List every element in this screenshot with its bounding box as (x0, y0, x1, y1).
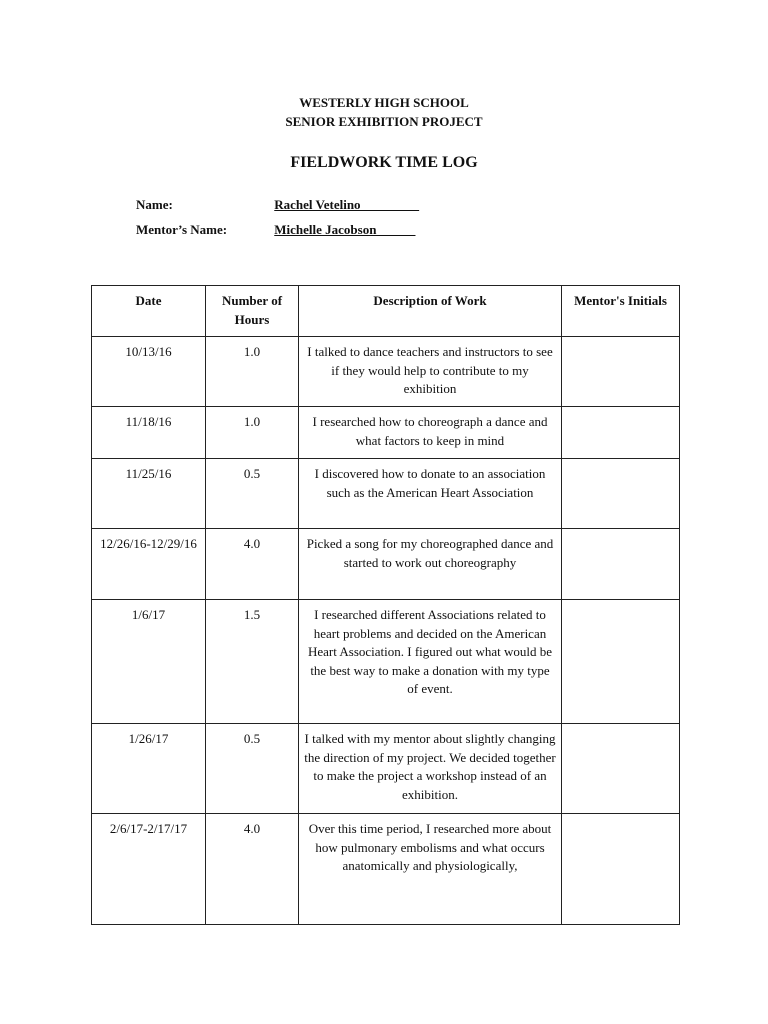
hours-cell: 1.5 (206, 600, 299, 724)
date-cell: 11/18/16 (92, 407, 206, 459)
description-cell: I talked to dance teachers and instructors to see if they would help to contribute to my exhibition (299, 337, 562, 407)
student-name-value: Rachel Vetelino_________ (274, 197, 420, 212)
column-header-initials: Mentor's Initials (562, 286, 680, 337)
table-row (92, 814, 680, 925)
table-header-row (92, 286, 680, 337)
description-cell: I discovered how to donate to an association such as the American Heart Association (299, 459, 562, 529)
table-row (92, 529, 680, 600)
description-cell: Picked a song for my choreographed dance and started to work out choreography (299, 529, 562, 600)
table-row (92, 459, 680, 529)
initials-cell (562, 459, 680, 529)
hours-cell: 0.5 (206, 459, 299, 529)
date-cell: 10/13/16 (92, 337, 206, 407)
page-title: FIELDWORK TIME LOG (290, 154, 478, 171)
description-cell: Over this time period, I researched more about how pulmonary embolisms and what occurs anatomically and physiologically, (299, 814, 562, 925)
initials-cell (562, 814, 680, 925)
initials-cell (562, 337, 680, 407)
description-cell: I researched different Associations related to heart problems and decided on the American Heart Association. I figured out what would be the best way to make a donation with my type of event. (299, 600, 562, 724)
fieldwork-log-table (91, 285, 680, 925)
description-cell: I talked with my mentor about slightly changing the direction of my project. We decided together to make the project a workshop instead of an exhibition. (299, 724, 562, 814)
date-cell: 1/26/17 (92, 724, 206, 814)
student-name-label: Name: (136, 197, 173, 212)
mentor-name-value: Michelle Jacobson______ (274, 222, 416, 237)
initials-cell (562, 600, 680, 724)
column-header-date: Date (92, 286, 206, 337)
date-cell: 12/26/16-12/29/16 (92, 529, 206, 600)
table-row (92, 600, 680, 724)
hours-cell: 1.0 (206, 337, 299, 407)
table-row (92, 337, 680, 407)
student-name-row (136, 196, 419, 214)
mentor-name-row (136, 221, 415, 239)
mentor-name-label: Mentor’s Name: (136, 222, 228, 237)
date-cell: 11/25/16 (92, 459, 206, 529)
column-header-hours: Number of Hours (206, 286, 299, 337)
hours-cell: 4.0 (206, 529, 299, 600)
initials-cell (562, 407, 680, 459)
project-name: SENIOR EXHIBITION PROJECT (285, 114, 483, 129)
hours-cell: 0.5 (206, 724, 299, 814)
hours-cell: 1.0 (206, 407, 299, 459)
initials-cell (562, 529, 680, 600)
table-row (92, 407, 680, 459)
table-row (92, 724, 680, 814)
column-header-description: Description of Work (299, 286, 562, 337)
description-cell: I researched how to choreograph a dance and what factors to keep in mind (299, 407, 562, 459)
date-cell: 2/6/17-2/17/17 (92, 814, 206, 925)
hours-cell: 4.0 (206, 814, 299, 925)
school-name: WESTERLY HIGH SCHOOL (299, 95, 469, 110)
date-cell: 1/6/17 (92, 600, 206, 724)
initials-cell (562, 724, 680, 814)
